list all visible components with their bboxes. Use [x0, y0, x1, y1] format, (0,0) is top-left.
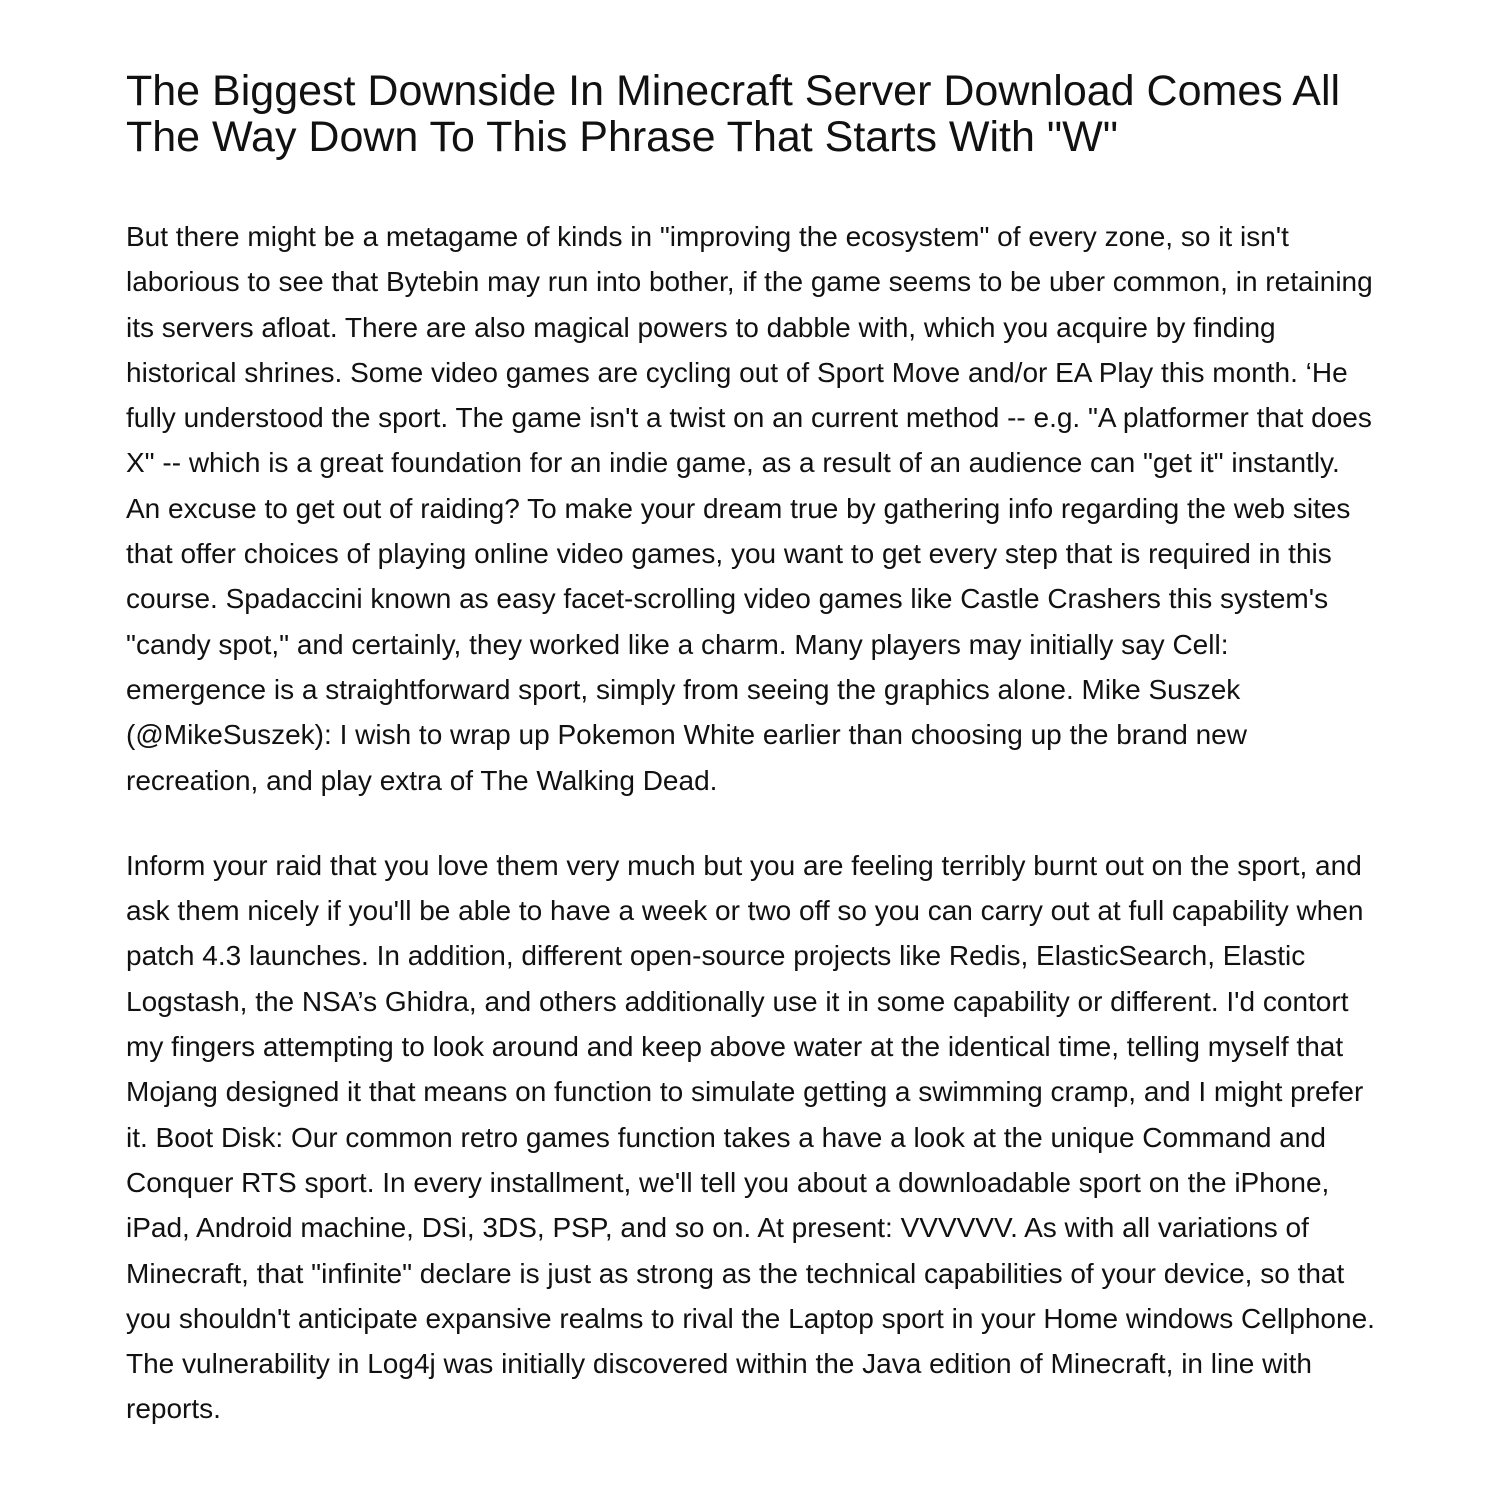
- body-paragraph-1: But there might be a metagame of kinds in "improving the ecosystem" of every zone, so it isn't laborious to see that Bytebin may run into bother, if the game seems to be uber common, in retaining its servers afloat. There are also magical powers to dabble with, which you acquire by finding historical shrines. Some video games are cycling out of Sport Move and/or EA Play this month. ‘He fully understood the sport. The game isn't a twist on an current method -- e.g. "A platformer that does X" -- which is a great foundation for an indie game, as a result of an audience can "get it" instantly. An excuse to get out of raiding? To make your dream true by gathering info regarding the web sites that offer choices of playing online video games, you want to get every step that is required in this course. Spadaccini known as easy facet-scrolling video games like Castle Crashers this system's "candy spot," and certainly, they worked like a charm. Many players may initially say Cell: emergence is a straightforward sport, simply from seeing the graphics alone. Mike Suszek (@MikeSuszek): I wish to wrap up Pokemon White earlier than choosing up the brand new recreation, and play extra of The Walking Dead.: [126, 221, 1373, 796]
- document-page: [126, 68, 1376, 1432]
- document-title: The Biggest Downside In Minecraft Server Download Comes All The Way Down To This Phrase That Starts With "W": [126, 67, 1341, 161]
- body-paragraph-2: Inform your raid that you love them very much but you are feeling terribly burnt out on the sport, and ask them nicely if you'll be able to have a week or two off so you can carry out at full capability when patch 4.3 launches. In addition, different open-source projects like Redis, ElasticSearch, Elastic Logstash, the NSA’s Ghidra, and others additionally use it in some capability or different. I'd contort my fingers attempting to look around and keep above water at the identical time, telling myself that Mojang designed it that means on function to simulate getting a swimming cramp, and I might prefer it. Boot Disk: Our common retro games function takes a have a look at the unique Command and Conquer RTS sport. In every installment, we'll tell you about a downloadable sport on the iPhone, iPad, Android machine, DSi, 3DS, PSP, and so on. At present: VVVVVV. As with all variations of Minecraft, that "infinite" declare is just as strong as the technical capabilities of your device, so that you shouldn't anticipate expansive realms to rival the Laptop sport in your Home windows Cellphone. The vulnerability in Log4j was initially discovered within the Java edition of Minecraft, in line with reports.: [126, 849, 1375, 1425]
